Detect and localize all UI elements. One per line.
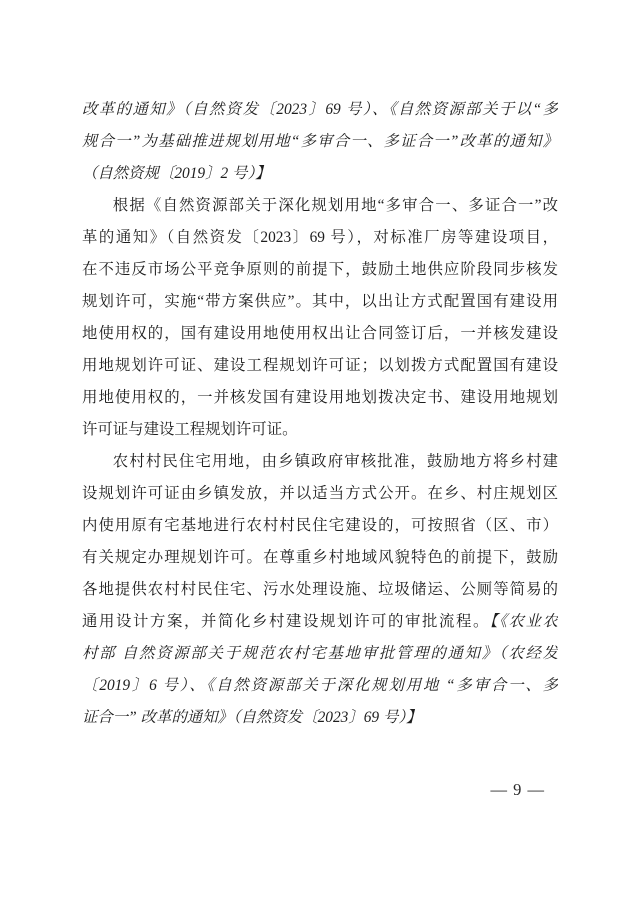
text-line: 设规划许可证由乡镇发放，并以适当方式公开。在乡、村庄规划区 (82, 485, 558, 502)
text-line (82, 606, 558, 638)
text-line: 许可证与建设工程规划许可证。 (82, 421, 298, 438)
citation-line: 证合一” 改革的通知》（自然资发〔2023〕69 号）】 (82, 709, 422, 726)
page-number: — 9 — (490, 780, 545, 799)
citation-line: 规合一”为基础推进规划用地“多审合一、多证合一”改革的通知》 (82, 133, 558, 150)
text-line: 用地使用权的，一并核发国有建设用地划拨决定书、建设用地规划 (82, 389, 558, 406)
text-line: 各地提供农村村民住宅、污水处理设施、垃圾储运、公厕等简易的 (82, 581, 558, 598)
citation-line: （自然资规〔2019〕2 号）】 (82, 165, 271, 182)
text-line: 内使用原有宅基地进行农村村民住宅建设的，可按照省（区、市） (82, 517, 558, 534)
citation-segment: 【《农业农 (490, 613, 558, 630)
text-line: 革的通知》（自然资发〔2023〕69 号），对标准厂房等建设项目， (82, 229, 558, 246)
document-body (82, 94, 558, 734)
text-line: 根据《自然资源部关于深化规划用地“多审合一、多证合一”改 (112, 197, 558, 214)
citation-line: 〔2019〕6 号）、《自然资源部关于深化规划用地 “多审合一、多 (82, 677, 558, 694)
text-line: 用地规划许可证、建设工程规划许可证；以划拨方式配置国有建设 (82, 357, 558, 374)
text-line: 在不违反市场公平竞争原则的前提下，鼓励土地供应阶段同步核发 (82, 261, 558, 278)
citation-line: 村部 自然资源部关于规范农村宅基地审批管理的通知》（农经发 (82, 645, 558, 662)
text-line: 农村村民住宅用地，由乡镇政府审核批准，鼓励地方将乡村建 (112, 453, 558, 470)
body-text-segment: 通用设计方案，并简化乡村建设规划许可的审批流程。 (82, 613, 490, 630)
citation-line: 改革的通知》（自然资发〔2023〕69 号）、《自然资源部关于以“多 (82, 101, 558, 118)
text-line: 地使用权的，国有建设用地使用权出让合同签订后，一并核发建设 (82, 325, 558, 342)
text-line: 规划许可，实施“带方案供应”。其中，以出让方式配置国有建设用 (82, 293, 558, 310)
text-line: 有关规定办理规划许可。在尊重乡村地域风貌特色的前提下，鼓励 (82, 549, 558, 566)
